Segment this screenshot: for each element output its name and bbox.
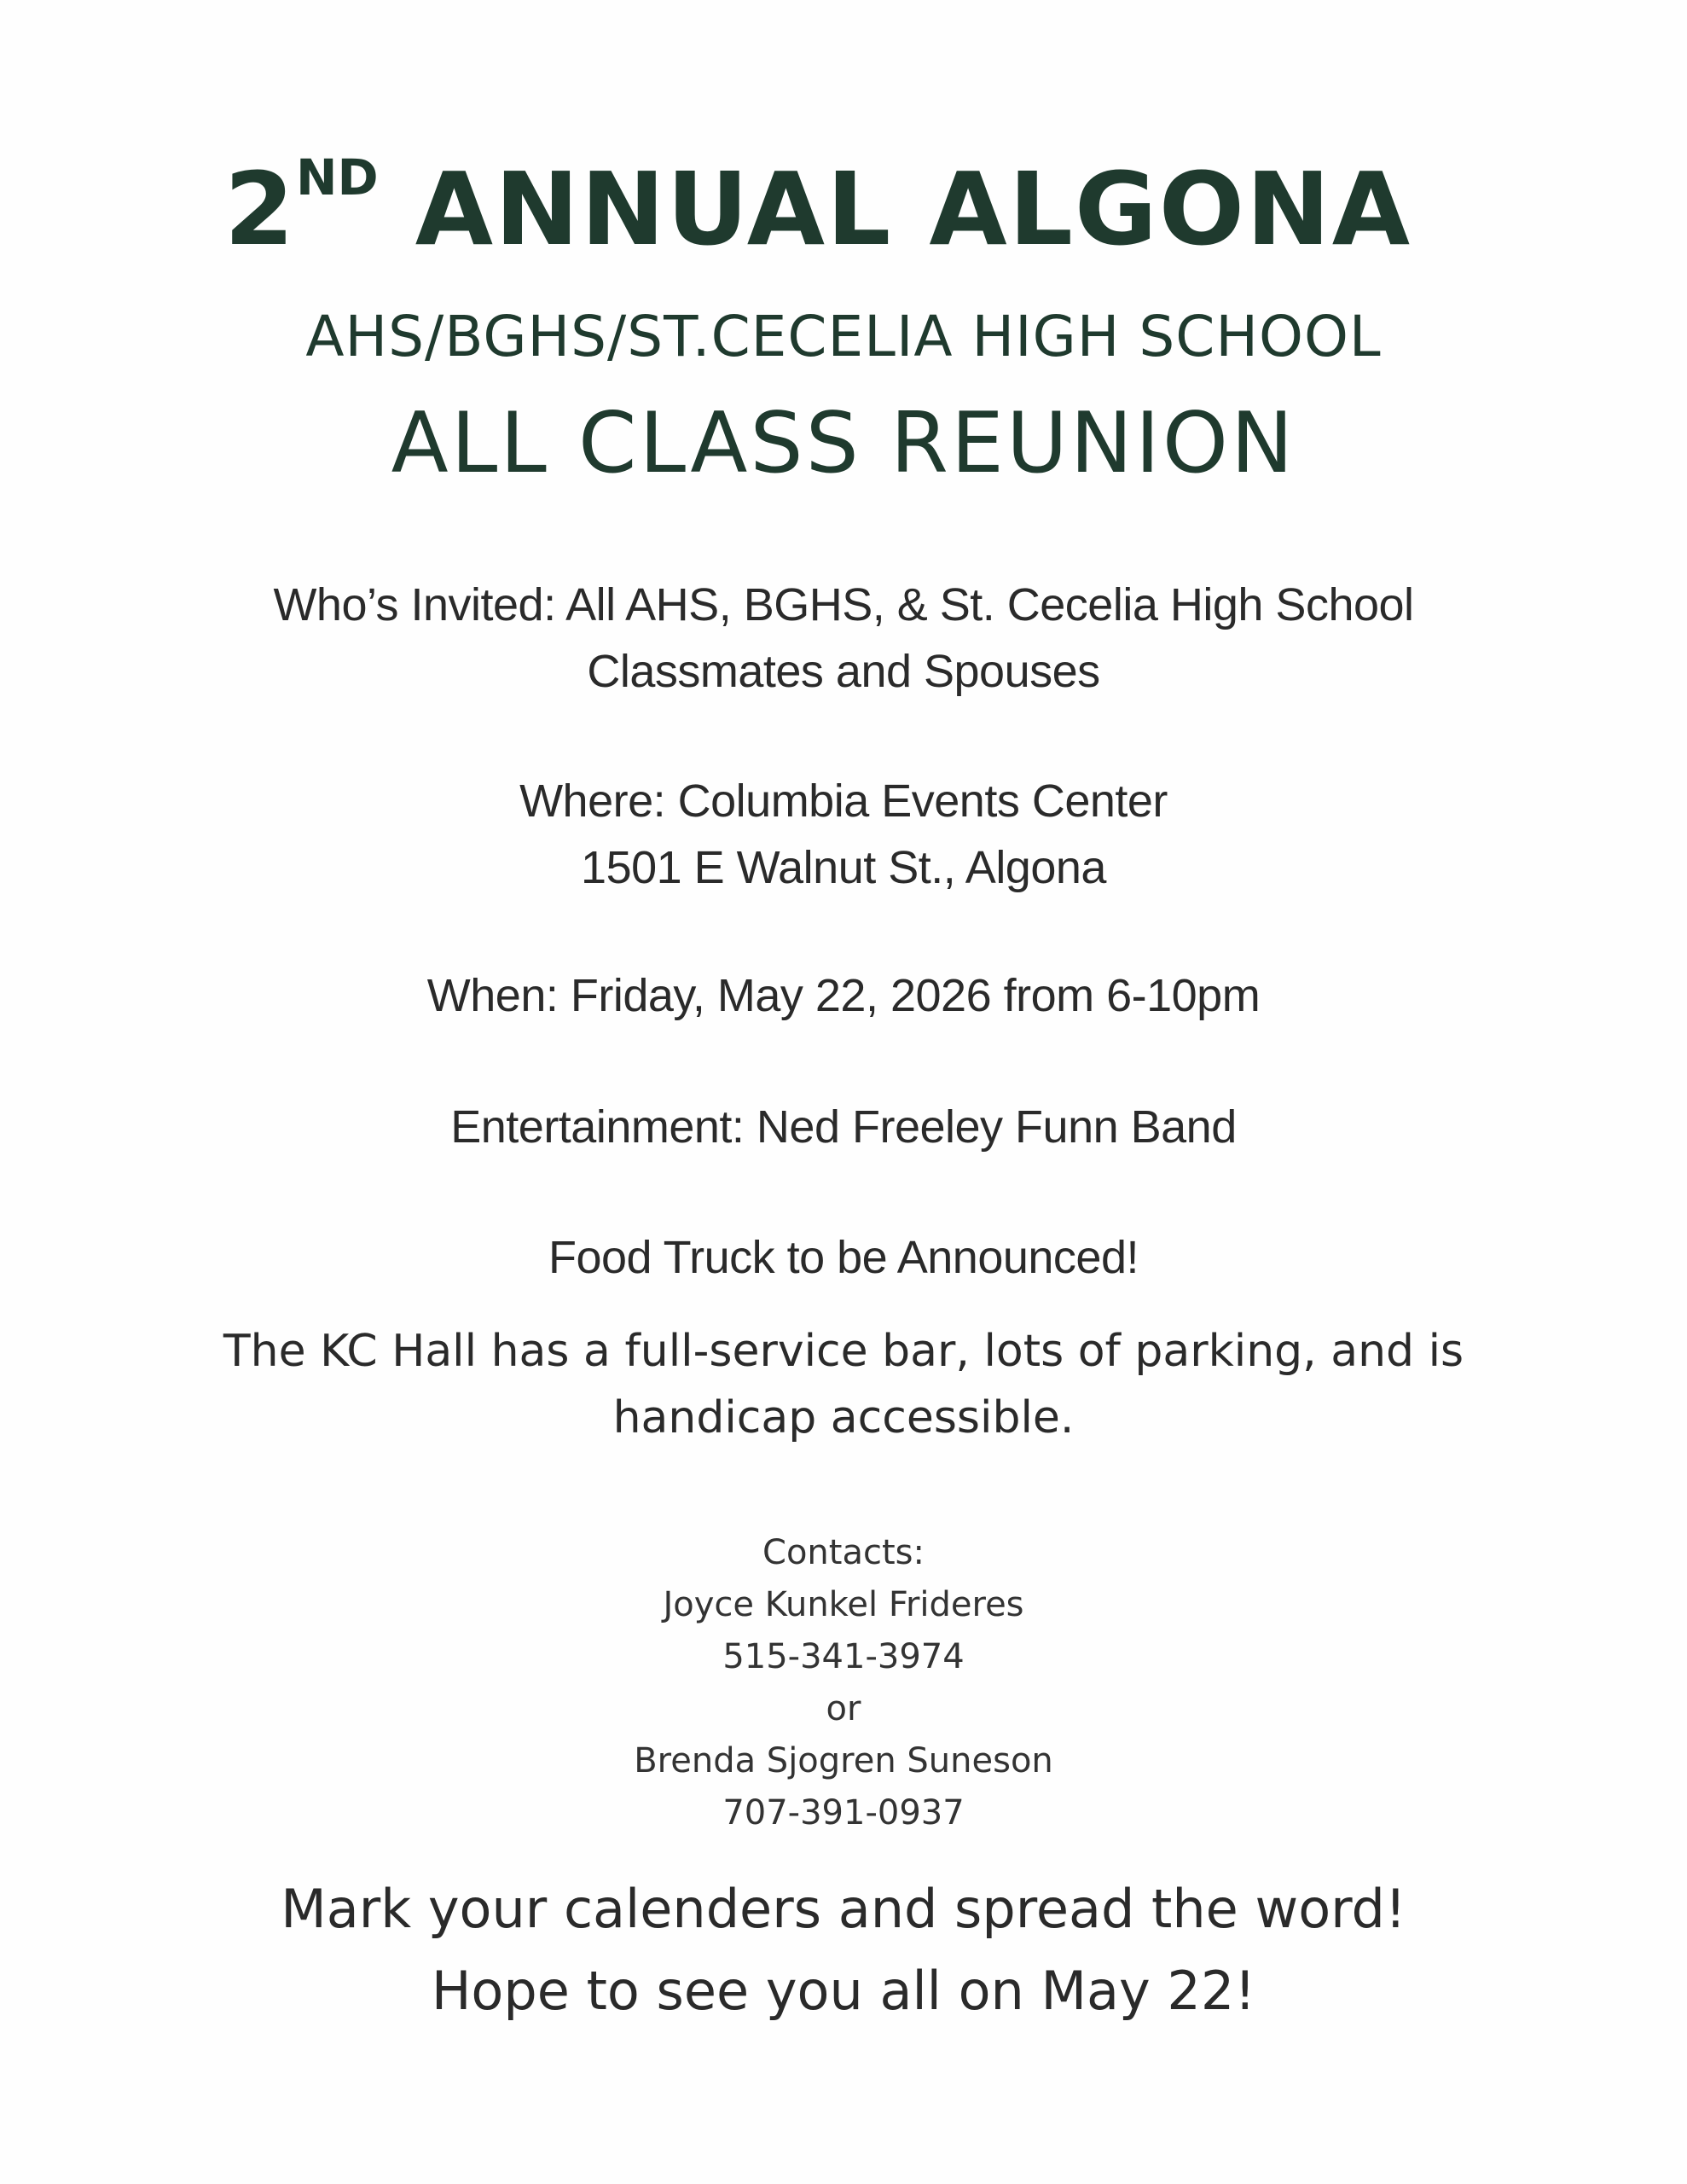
food-truck-line: Food Truck to be Announced! <box>548 1232 1139 1283</box>
title-annual <box>0 148 1661 268</box>
title-number: 2 <box>223 150 296 268</box>
venue-address: 1501 E Walnut St., Algona <box>581 842 1106 893</box>
closing-message <box>0 1868 1687 2032</box>
kc-hall-line-1: The KC Hall has a full-service bar, lots of parking, and is <box>223 1326 1464 1377</box>
title-reunion: ALL CLASS REUNION <box>391 395 1296 492</box>
contact-2-phone: 707-391-0937 <box>722 1793 965 1833</box>
who-invited-line: Who’s Invited: All AHS, BGHS, & St. Cecelia High School <box>273 579 1414 630</box>
contacts-heading: Contacts: <box>762 1533 925 1572</box>
who-invited-line-2: Classmates and Spouses <box>587 646 1100 697</box>
kc-hall-info <box>0 1318 1687 1451</box>
kc-hall-line-2: handicap accessible. <box>612 1392 1075 1443</box>
entertainment-line: Entertainment: Ned Freeley Funn Band <box>450 1101 1237 1153</box>
contact-1-phone: 515-341-3974 <box>722 1637 965 1676</box>
closing-line-1: Mark your calenders and spread the word! <box>281 1878 1406 1940</box>
where-section <box>0 768 1687 901</box>
title-ordinal-suffix: ND <box>295 148 379 206</box>
who-invited-section <box>0 572 1687 705</box>
venue-name: Where: Columbia Events Center <box>519 775 1168 827</box>
subtitle-schools: AHS/BGHS/ST.CECELIA HIGH SCHOOL <box>305 304 1382 369</box>
when-line: When: Friday, May 22, 2026 from 6-10pm <box>426 970 1261 1021</box>
contact-2-name: Brenda Sjogren Suneson <box>634 1741 1053 1780</box>
title-rest: ANNUAL ALGONA <box>415 150 1412 268</box>
contacts-section <box>0 1527 1687 1839</box>
contacts-or: or <box>826 1689 861 1728</box>
closing-line-2: Hope to see you all on May 22! <box>431 1960 1256 2022</box>
contact-1-name: Joyce Kunkel Frideres <box>663 1585 1024 1624</box>
